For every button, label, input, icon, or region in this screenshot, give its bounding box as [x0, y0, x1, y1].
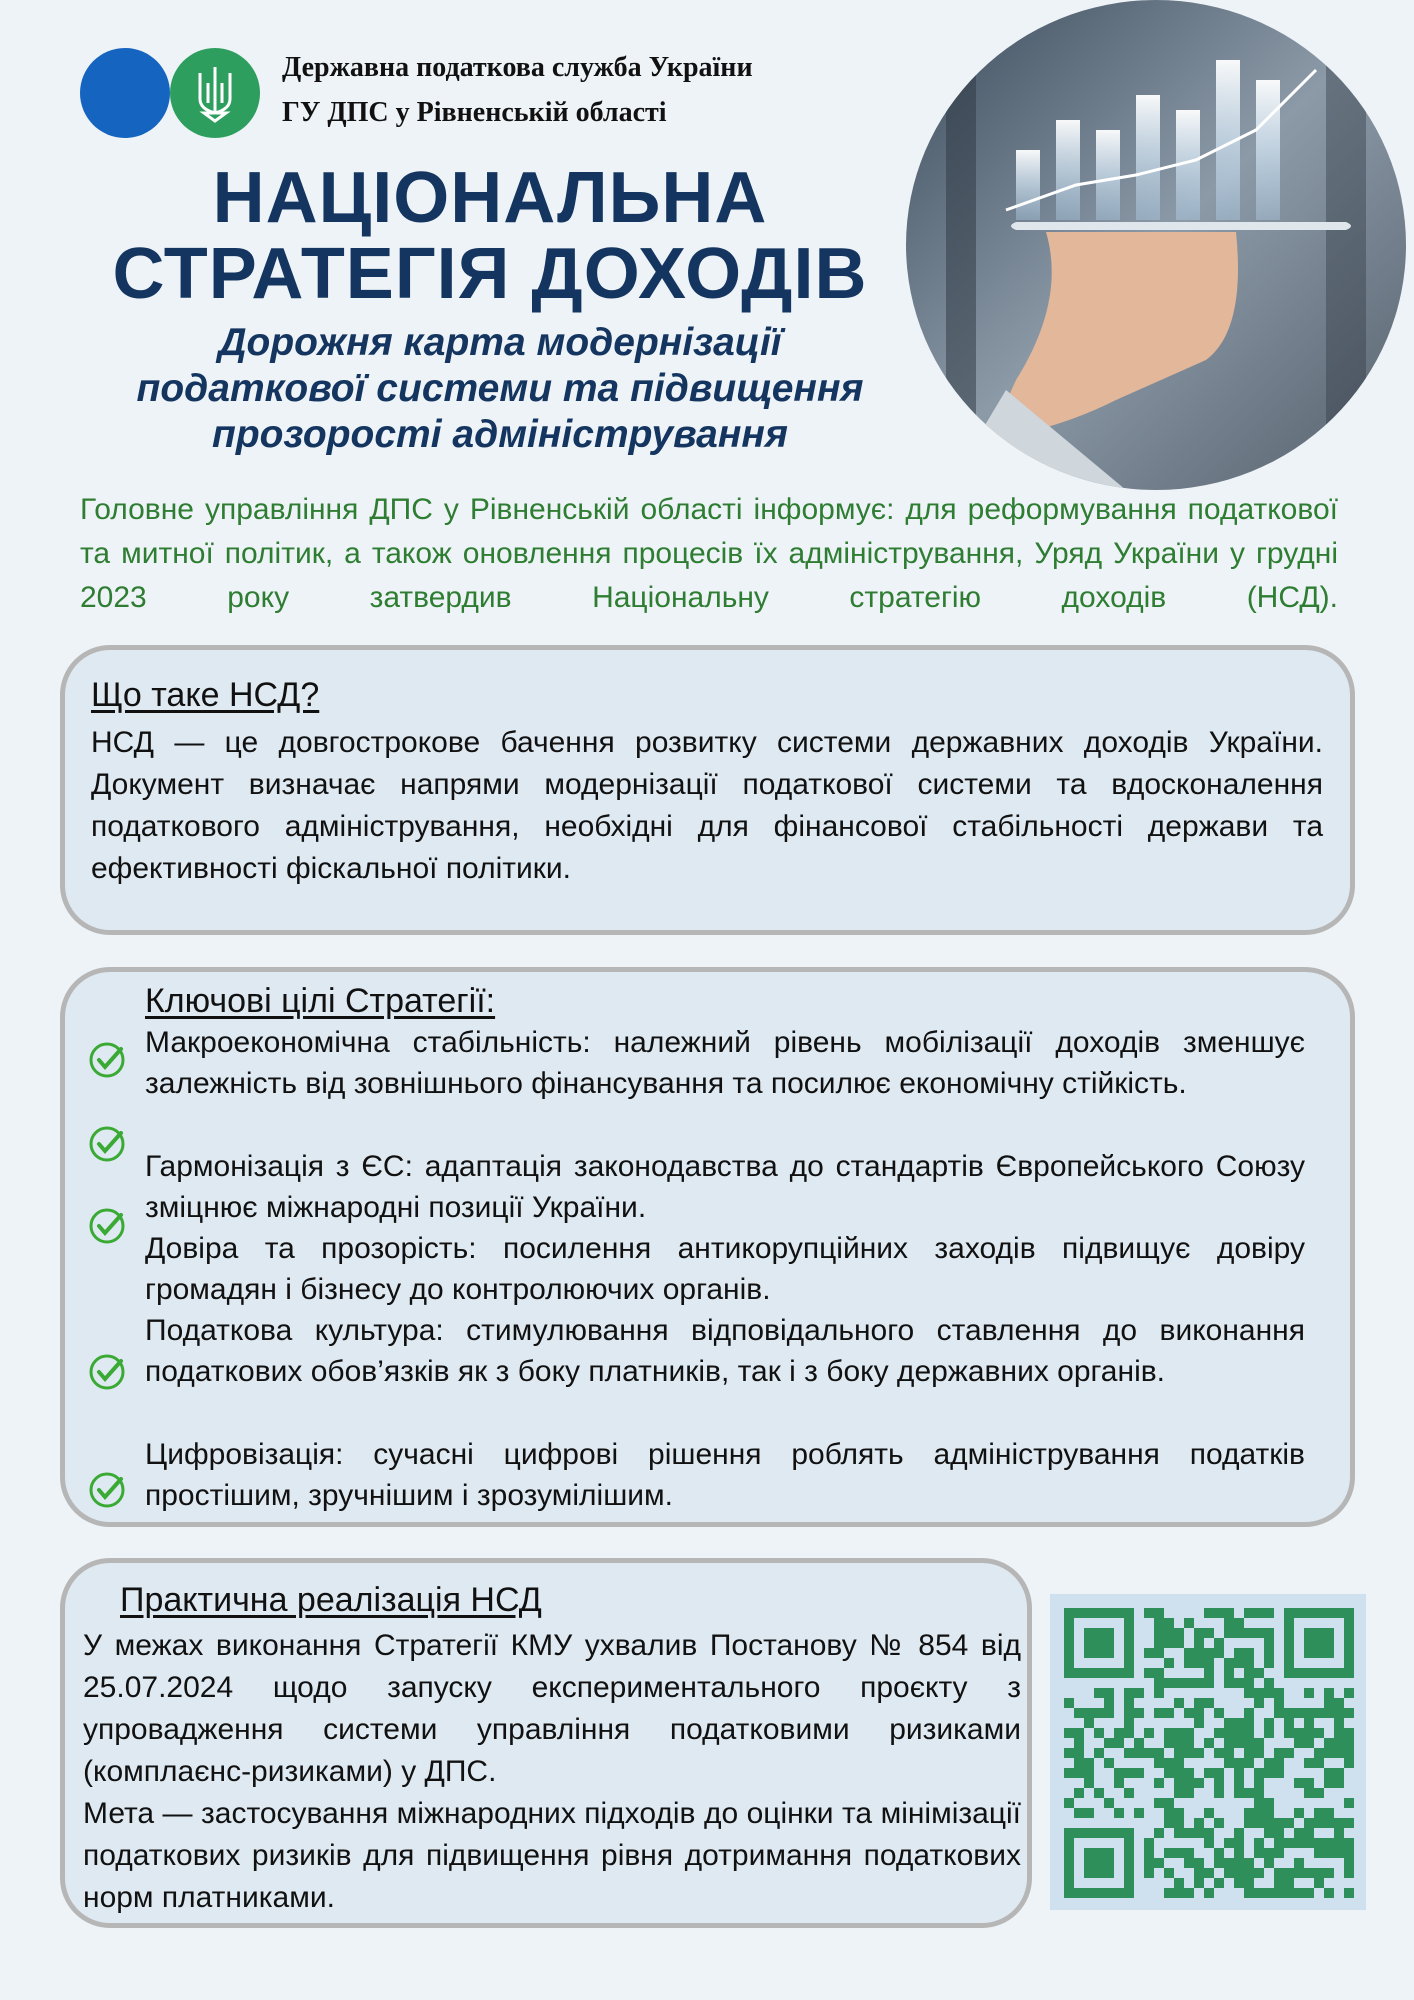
- check-circle-icon: [87, 1206, 127, 1246]
- key-goals-box: [60, 967, 1355, 1527]
- what-is-heading: Що таке НСД?: [91, 676, 320, 714]
- check-circle-icon: [87, 1040, 127, 1080]
- goal-item: Гармонізація з ЄС: адаптація законодавства до стандартів Європейського Союзу зміцнює міжнародні позиції України.: [145, 1150, 1305, 1224]
- org-subdivision: ГУ ДПС у Рівненській області: [282, 97, 667, 128]
- goal-item: Макроекономічна стабільність: належний рівень мобілізації доходів зменшує залежність від зовнішнього фінансування та посилює економічну стійкість.: [145, 1026, 1305, 1100]
- goal-item: Податкова культура: стимулювання відповідального ставлення до виконання податкових обов’язків як з боку платників, так і з боку державних органів.: [145, 1314, 1305, 1388]
- hero-photo-tablet-chart: [906, 0, 1406, 490]
- practical-paragraph-1: У межах виконання Стратегії КМУ ухвалив Постанову № 854 від 25.07.2024 щодо запуску експериментального проєкту з упровадження системи управління податковими ризиками (комплаєнс-ризиками) у ДПС.: [83, 1629, 1021, 1788]
- check-circle-icon: [87, 1470, 127, 1510]
- what-is-text: НСД — це довгострокове бачення розвитку системи державних доходів України. Документ визначає напрями модернізації податкової системи та вдосконалення податкового адміністрування, необхідні для фінансової стабільності держави та ефективності фіскальної політики.: [91, 726, 1323, 885]
- subtitle-line1: Дорожня карта модернізації: [218, 321, 782, 364]
- intro-paragraph: Головне управління ДПС у Рівненській області інформує: для реформування податкової та митної політик, а також оновлення процесів їх адміністрування, Уряд України у грудні 2023 року затвердив Національну стратегію доходів (НСД).: [80, 493, 1338, 614]
- goals-heading: Ключові цілі Стратегії:: [145, 982, 496, 1020]
- main-title-line2: СТРАТЕГІЯ ДОХОДІВ: [112, 234, 868, 314]
- goal-item: Довіра та прозорість: посилення антикорупційних заходів підвищує довіру громадян і бізнесу до контролюючих органів.: [145, 1232, 1305, 1306]
- check-circle-icon: [87, 1124, 127, 1164]
- main-title: [100, 160, 880, 312]
- logo-blue-circle: [80, 48, 170, 138]
- goal-item: Цифровізація: сучасні цифрові рішення роблять адміністрування податків простішим, зручнішим і зрозумілішим.: [145, 1438, 1305, 1512]
- trident-emblem-icon: [170, 48, 260, 138]
- check-circle-icon: [87, 1352, 127, 1392]
- practical-heading: Практична реалізація НСД: [120, 1581, 542, 1619]
- org-name: Державна податкова служба України: [282, 52, 753, 83]
- practical-implementation-box: [60, 1558, 1032, 1928]
- practical-paragraph-2: Мета — застосування міжнародних підходів до оцінки та мінімізації податкових ризиків для підвищення рівня дотримання податкових норм платниками.: [83, 1797, 1021, 1914]
- practical-text: [83, 1625, 1021, 1919]
- what-is-nsd-box: [60, 645, 1355, 935]
- main-title-line1: НАЦІОНАЛЬНА: [212, 158, 768, 238]
- subtitle-line2: податкової системи та підвищення: [136, 367, 864, 410]
- subtitle: [90, 320, 910, 458]
- qr-code[interactable]: [1050, 1594, 1366, 1910]
- subtitle-line3: прозорості адміністрування: [212, 413, 788, 456]
